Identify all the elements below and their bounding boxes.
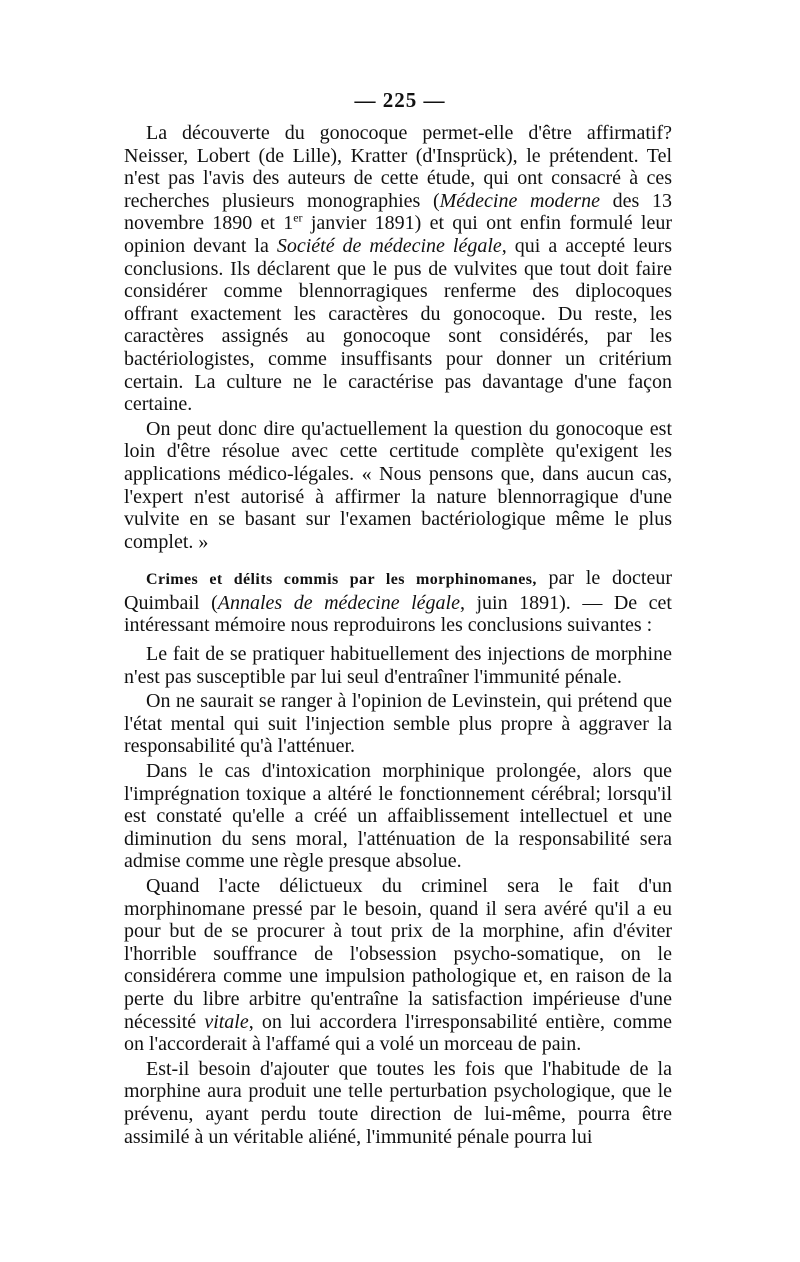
section-heading: Crimes et délits commis par les morphinomanes, [146, 571, 537, 589]
paragraph-conclusion-1: Le fait de se pratiquer habituellement des injections de morphine n'est pas susceptible par lui seul d'entraîner l'immunité pénale. [124, 643, 672, 688]
paragraph-conclusion-2: On ne saurait se ranger à l'opinion de Levinstein, qui prétend que l'état mental qui suit l'injection semble plus propre à aggraver la responsabilité qu'à l'atténuer. [124, 690, 672, 758]
ordinal-superscript: er [293, 210, 303, 225]
journal-title: Médecine moderne [439, 189, 600, 212]
text-run: La découverte du gonocoque permet-elle d'être affirmatif? Neisser, Lobert (de Lille), Kratter (d'Insprück), le prétendent. Tel n'est pas l'avis des auteurs de cette étude, qui ont consacré à ces recherches plusieurs monographies ( [124, 122, 672, 212]
text-run: des 13 novembre 1890 et 1 [124, 189, 672, 235]
text-run: janvier 1891) et qui ont enfin formulé leur opinion devant la [124, 212, 672, 257]
text-run: , qui a accepté leurs conclusions. Ils déclarent que le pus de vulvites que tout doit faire considérer comme blennorragiques renferme des diplocoques offrant exactement les caractères du gonocoque. Du reste, les caractères assignés au gonocoque sont considérés, par les bactériologistes, comme insuffisants pour donner un critérium certain. La culture ne le caractérise pas davantage d'une façon certaine. [124, 234, 672, 416]
paragraph-conclusion-5: Est-il besoin d'ajouter que toutes les fois que l'habitude de la morphine aura produit une telle perturbation psychologique, que le prévenu, ayant perdu toute direction de lui-même, pourra être assimilé à un véritable aliéné, l'immunité pénale pourra lui [124, 1057, 672, 1148]
text-run: , juin 1891). — De cet intéressant mémoire nous reproduirons les conclusions suivantes : [124, 591, 672, 637]
text-run: par le docteur Quimbail ( [124, 567, 672, 614]
text-run: , on lui accordera l'irresponsabilité entière, comme on l'accorderait à l'affamé qui a volé un morceau de pain. [124, 1010, 672, 1056]
paragraph-morphinomanes-intro [124, 567, 672, 637]
journal-title: Annales de médecine légale [217, 591, 460, 614]
body-text [124, 122, 672, 1148]
page-number: — 225 — [354, 88, 446, 112]
emphasized-word: vitale [204, 1010, 249, 1033]
paragraph-conclusion-gonocoque: On peut donc dire qu'actuellement la question du gonocoque est loin d'être résolue avec cette certitude complète qu'exigent les applications médico-légales. « Nous pensons que, dans aucun cas, l'expert n'est autorisé à affirmer la nature blennorragique d'une vulvite en se basant sur l'examen bactériologique même le plus complet. » [124, 417, 672, 553]
paragraph-conclusion-4 [124, 875, 672, 1056]
paragraph-conclusion-3: Dans le cas d'intoxication morphinique prolongée, alors que l'imprégnation toxique a altéré le fonctionnement cérébral; lorsqu'il est constaté qu'elle a créé un affaiblissement intellectuel et une diminution du sens moral, l'atténuation de la responsabilité sera admise comme une règle presque absolue. [124, 760, 672, 873]
society-name: Société de médecine légale [276, 234, 502, 257]
paragraph-gonocoque [124, 122, 672, 416]
text-run: Quand l'acte délictueux du criminel sera le fait d'un morphinomane pressé par le besoin, quand il sera avéré qu'il a eu pour but de se procurer à tout prix de la morphine, afin d'éviter l'horrible souffrance de l'obsession psycho-somatique, on le considérera comme une impulsion pathologique et, en raison de la perte du libre arbitre qu'entraîne la satisfaction impérieuse d'une nécessité [124, 875, 672, 1033]
